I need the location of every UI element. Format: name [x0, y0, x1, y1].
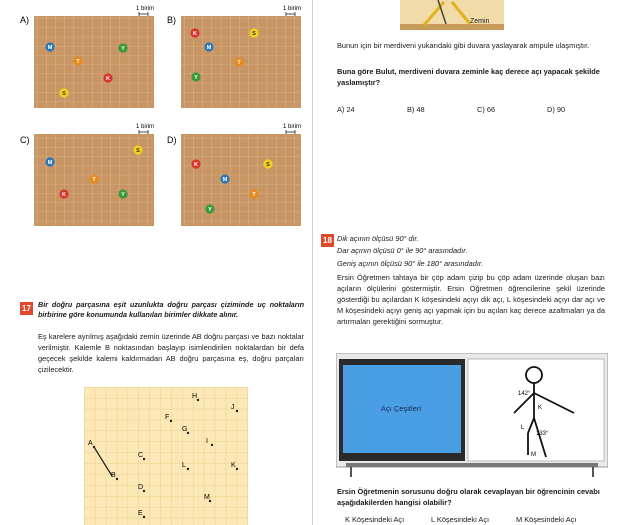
grid-point-label-i: I [206, 438, 208, 445]
top-right-question: Buna göre Bulut, merdiveni duvara zeminle kaç derece açı yapacak şekilde yaslamıştır? [337, 67, 600, 87]
unit-label-b: 1 birim [283, 6, 302, 12]
column-divider [312, 0, 313, 525]
dot-label-k: K [62, 192, 66, 198]
grid-point-label-l: L [182, 462, 186, 469]
dot-label-t: T [237, 60, 241, 66]
option-d-grid[interactable] [181, 134, 301, 226]
fact-obtuse-angle: Geniş açının ölçüsü 90° ile 180° arasındadır. [337, 259, 484, 268]
option-d-answer[interactable]: D) 90 [547, 105, 566, 114]
question-17-number: 17 [20, 302, 33, 315]
option-c-letter: C) [20, 135, 30, 145]
option-a-grid[interactable] [34, 16, 154, 108]
unit-label-a: 1 birim [136, 6, 155, 12]
fact-acute-angle: Dar açının ölçüsü 0° ile 90° arasındadır. [337, 246, 468, 255]
grid-point-k [236, 468, 238, 470]
table-header-m: M Köşesindeki Açı [516, 515, 577, 524]
dot-label-k: K [193, 31, 197, 37]
option-a-answer[interactable]: A) 24 [337, 105, 355, 114]
grid-point-d [143, 490, 145, 492]
whiteboard-illustration [336, 353, 608, 477]
grid-point-f [170, 420, 172, 422]
grid-point-label-h: H [192, 393, 198, 400]
angle-k-label: K [538, 405, 543, 411]
dot-label-t: T [252, 192, 256, 198]
unit-label-c: 1 birim [136, 124, 155, 130]
dot-label-y: Y [194, 75, 198, 81]
grid-point-i [211, 444, 213, 446]
table-header-k: K Köşesindeki Açı [345, 515, 405, 524]
grid-point-label-k: K [231, 462, 236, 469]
grid-point-e [143, 516, 145, 518]
option-grids [0, 0, 312, 235]
grid-point-b [116, 478, 118, 480]
grid-point-label-f: F [165, 414, 170, 421]
zemin-label: Zemin [470, 18, 490, 25]
dot-label-m: M [47, 160, 53, 166]
question-18-number: 18 [321, 234, 334, 247]
table-header-l: L Köşesindeki Açı [431, 515, 490, 524]
dot-label-y: Y [208, 207, 212, 213]
top-right-text: Bunun için bir merdiveni yukarıdaki gibi duvara yaslayarak ampule ulaşmıştır. [337, 41, 590, 50]
option-c-answer[interactable]: C) 66 [477, 105, 496, 114]
dot-label-k: K [194, 162, 198, 168]
angle-142-label: 142° [518, 391, 531, 397]
angle-133-label: 133° [536, 431, 549, 437]
question-17-instruction: Bir doğru parçasına eşit uzunlukta doğru parçası çiziminde uç noktaların birbirine göre konumunda kullanılan birimler dikkate alınır. [38, 300, 304, 319]
grid-point-label-e: E [138, 510, 143, 517]
dot-label-k: K [106, 76, 110, 82]
grid-point-h [197, 399, 199, 401]
dot-label-y: Y [121, 46, 125, 52]
option-a-letter: A) [20, 15, 29, 25]
dot-label-s: S [136, 148, 140, 154]
dot-label-s: S [252, 31, 256, 37]
question-17-body: Eş karelere ayrılmış aşağıdaki zemin üzerinde AB doğru parçası ve bazı noktalar verilmiştir. Kalemle B noktasından başlayıp isimlendirilen noktalardan bir defa geçecek şekilde kalemi kaldırmadan AB doğru parçasına eş, doğru parçaları çizilecektir. [38, 332, 304, 374]
question-17-grid [84, 387, 248, 525]
dot-label-m: M [47, 45, 53, 51]
dot-label-s: S [266, 162, 270, 168]
unit-label-d: 1 birim [283, 124, 302, 130]
grid-point-label-m: M [204, 494, 210, 501]
grid-point-label-d: D [138, 484, 144, 491]
angle-l-label: L [521, 425, 525, 431]
dot-label-m: M [222, 177, 228, 183]
dot-label-t: T [92, 177, 96, 183]
option-b-answer[interactable]: B) 48 [407, 105, 425, 114]
grid-point-label-b: B [111, 472, 116, 479]
option-d-letter: D) [167, 135, 177, 145]
screen-label: Açı Çeşitleri [380, 404, 422, 413]
dot-label-m: M [206, 45, 212, 51]
grid-point-j [236, 410, 238, 412]
grid-point-label-j: J [231, 404, 235, 411]
grid-point-label-c: C [138, 452, 144, 459]
dot-label-t: T [76, 59, 80, 65]
option-b-letter: B) [167, 15, 176, 25]
question-18-body: Ersin Öğretmen tahtaya bir çöp adam çizip bu çöp adam üzerinde oluşan bazı açıların ölçülerini göstermiştir. Ersin Öğretmen öğrencilerine şekil üzerinde gösterdiği bu açılardan K köşesindeki açıyı dik açı, L köşesindeki açıyı dar açı ve M köşesindeki açıyı geniş açı yapmak için bu açıları kaç derece azaltmaları ya da artırmaları gerektiğini sormuştur. [337, 273, 605, 326]
fact-right-angle: Dik açının ölçüsü 90° dir. [337, 234, 419, 243]
angle-m-label: M [531, 452, 536, 458]
grid-point-label-a: A [88, 440, 93, 447]
grid-point-a [93, 446, 95, 448]
ladder-illustration [400, 0, 504, 30]
question-18-question: Ersin Öğretmenin sorusunu doğru olarak cevaplayan bir öğrencinin cevabı aşağıdakilerden hangisi olabilir? [337, 487, 600, 507]
grid-point-label-g: G [182, 426, 188, 433]
grid-point-l [187, 468, 189, 470]
grid-point-c [143, 458, 145, 460]
dot-label-y: Y [121, 192, 125, 198]
dot-label-s: S [62, 91, 66, 97]
